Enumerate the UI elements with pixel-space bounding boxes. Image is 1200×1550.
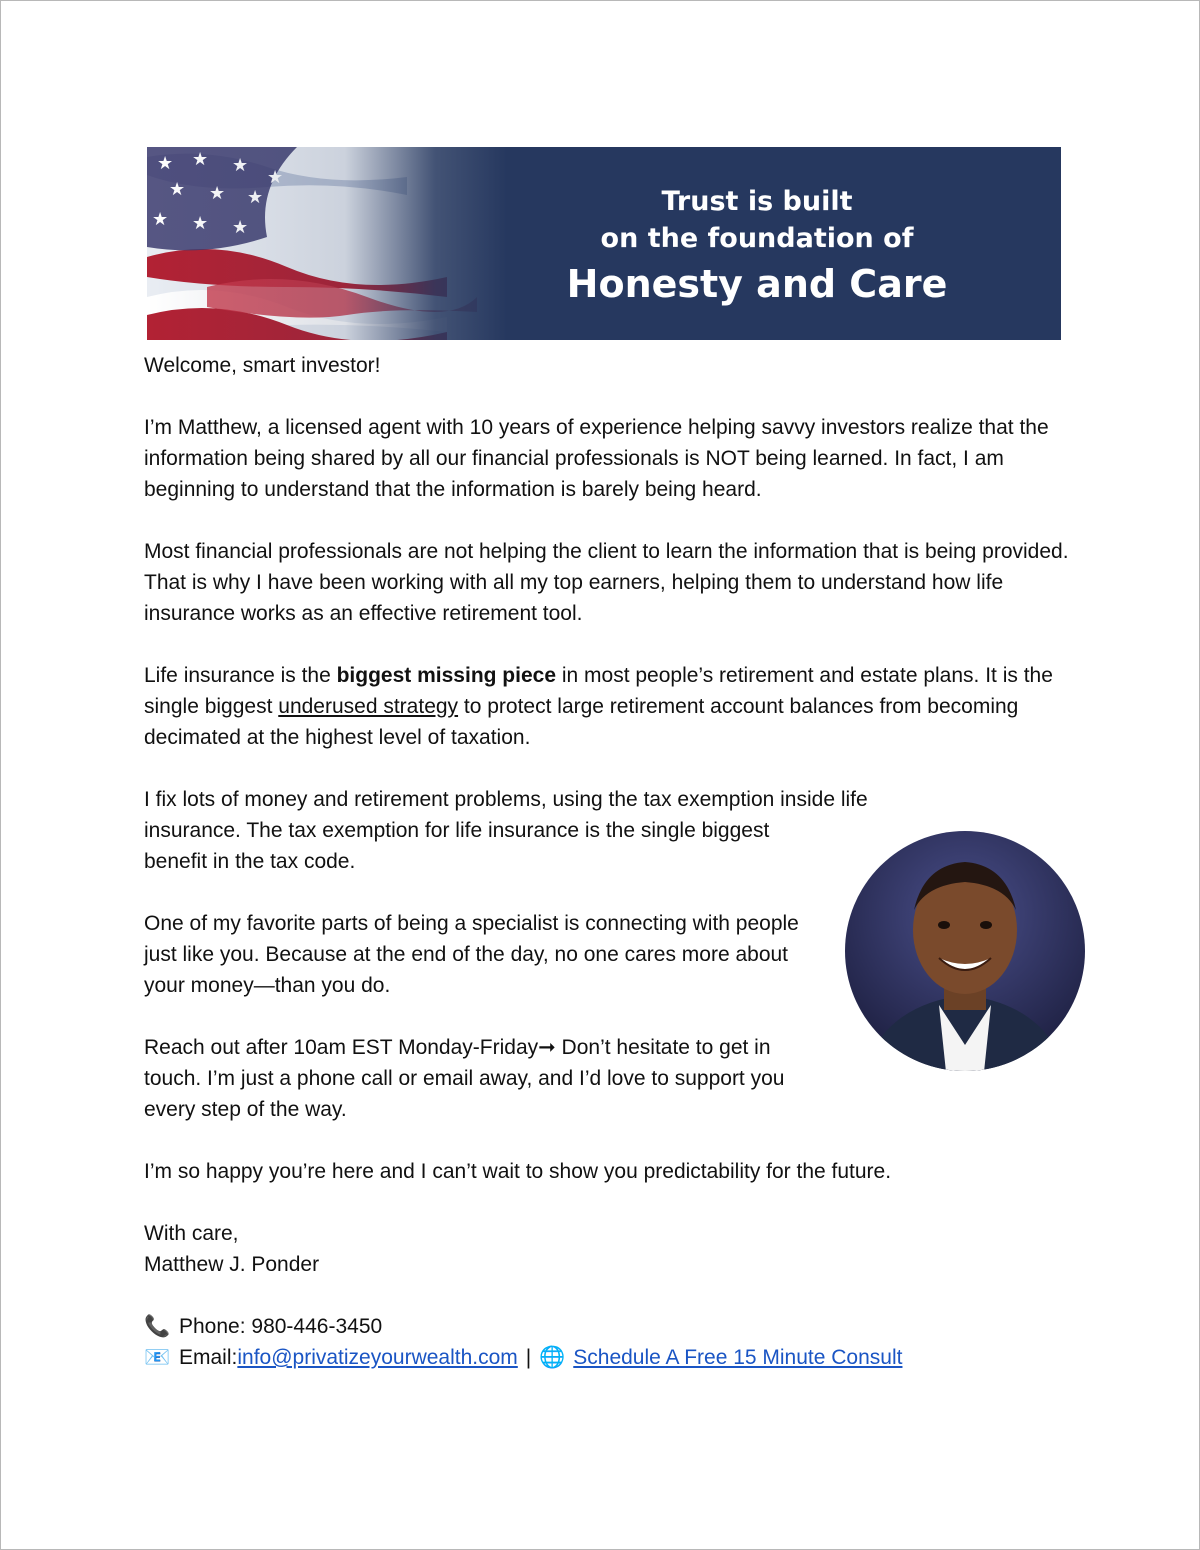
email-link[interactable]: info@privatizeyourwealth.com bbox=[237, 1346, 518, 1369]
bold-phrase: biggest missing piece bbox=[336, 664, 557, 687]
email-row bbox=[144, 1342, 1074, 1373]
schedule-consult-link[interactable]: Schedule A Free 15 Minute Consult bbox=[573, 1346, 903, 1369]
paragraph-professionals: Most financial professionals are not helping the client to learn the information that is being provided. That is why I have been working with all my top earners, helping them to understand how life insurance works as an effective retirement tool. bbox=[144, 540, 1069, 625]
underlined-phrase: underused strategy bbox=[278, 695, 459, 718]
banner-line-1: Trust is built bbox=[661, 186, 853, 217]
phone-text: Phone: 980-446-3450 bbox=[179, 1315, 383, 1338]
text-segment: Life insurance is the bbox=[144, 664, 337, 687]
text-segment: insurance. The tax exemption for life insurance is the single biggest benefit in the tax code. bbox=[144, 819, 770, 873]
phone-row bbox=[144, 1311, 1074, 1342]
paragraph-intro: I’m Matthew, a licensed agent with 10 years of experience helping savvy investors realize that the information being shared by all our financial professionals is NOT being learned. In fact, I am beginning to understand that the information is barely being heard. bbox=[144, 416, 1049, 501]
header-banner bbox=[147, 147, 1061, 340]
signature: Matthew J. Ponder bbox=[144, 1253, 320, 1276]
paragraph-reach-out: Reach out after 10am EST Monday-Friday➞ Don’t hesitate to get in touch. I’m just a phone call or email away, and I’d love to support you every step of the way. bbox=[144, 1036, 785, 1121]
text-segment: in most people’s retirement and estate plans. It is the single biggest bbox=[144, 664, 1053, 718]
banner-title bbox=[527, 183, 987, 309]
email-label: Email: bbox=[179, 1346, 238, 1369]
greeting: Welcome, smart investor! bbox=[144, 354, 381, 377]
phone-icon: 📞 bbox=[144, 1315, 171, 1338]
globe-icon: 🌐 bbox=[539, 1346, 566, 1369]
paragraph-happy: I’m so happy you’re here and I can’t wait to show you predictability for the future. bbox=[144, 1160, 892, 1183]
closing: With care, bbox=[144, 1222, 239, 1245]
paragraph-connecting: One of my favorite parts of being a specialist is connecting with people just like you. Because at the end of the day, no one cares more about your money—than you do. bbox=[144, 912, 799, 997]
text-segment: to protect large retirement account balances from becoming decimated at the highest level of taxation. bbox=[144, 695, 1019, 749]
email-icon: 📧 bbox=[144, 1346, 171, 1369]
paragraph-life-insurance bbox=[144, 660, 1074, 753]
banner-line-2: on the foundation of bbox=[600, 223, 914, 254]
american-flag-icon bbox=[147, 147, 507, 340]
text-segment: I fix lots of money and retirement problems, using the tax exemption inside life bbox=[144, 788, 868, 811]
separator: | bbox=[525, 1346, 532, 1369]
banner-line-3: Honesty and Care bbox=[566, 262, 948, 306]
portrait-photo-icon bbox=[844, 830, 1086, 1072]
